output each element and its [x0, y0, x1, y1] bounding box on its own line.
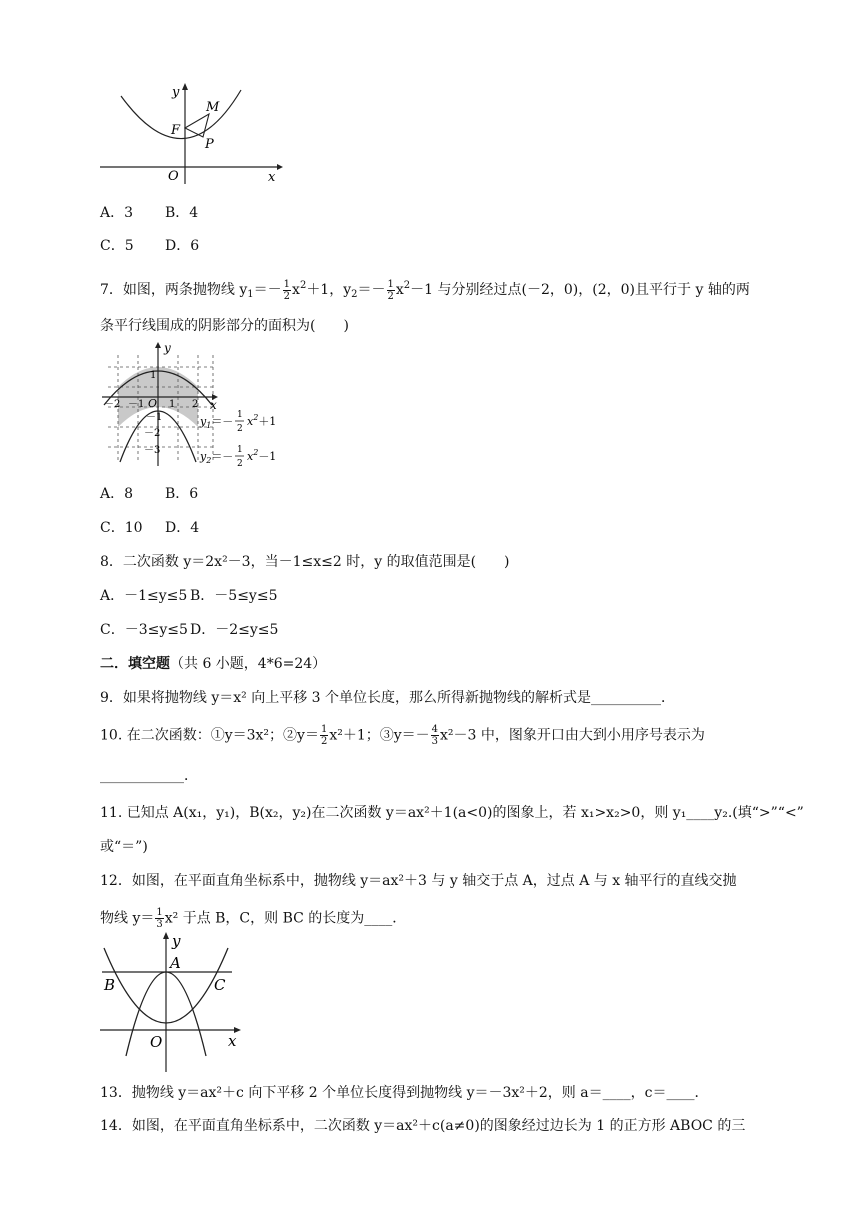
label-m: M: [206, 100, 220, 115]
section-2-title: 二．填空题: [100, 656, 170, 672]
tick-y-m2: －2: [144, 428, 161, 439]
tick-y-m1: －1: [146, 412, 163, 423]
label-x: x: [268, 170, 276, 185]
q10-stem-line2: ____________．: [100, 768, 198, 784]
tick-x-2: 2: [192, 399, 199, 410]
q7-text-5: ＝－: [357, 282, 386, 298]
q6-option-a: A．3: [100, 205, 134, 221]
label-x: x: [210, 398, 217, 412]
q12-frac: $\frac{1}{3}$: [156, 907, 163, 930]
tick-y-1: 1: [150, 370, 157, 381]
q10-stem-line1: 10. 在二次函数：①y＝3x²；②y＝ $\frac{1}{2}$ x²＋1；③y＝－ $\frac{4}{3}$ x²－3 中，图象开口由大到小用序号表示为: [100, 724, 705, 747]
svg-text:1: 1: [237, 445, 243, 455]
label-o: O: [150, 1033, 163, 1051]
svg-text:1: 1: [237, 410, 243, 420]
q7-text-6: x: [395, 282, 404, 298]
label-c: C: [214, 976, 226, 994]
section-2-heading: [100, 654, 326, 674]
q8-stem: 8．二次函数 y＝2x²－3，当－1≤x≤2 时，y 的取值范围是( ): [100, 554, 510, 570]
label-y: y: [172, 932, 181, 950]
q7-option-d: D．4: [165, 520, 200, 536]
q8-option-c: C．－3≤y≤5: [100, 622, 188, 638]
q11-stem-line2: 或“＝”): [100, 839, 148, 855]
label-a: A: [170, 954, 181, 972]
svg-text:x2＋1: $x^2+1$: [247, 413, 277, 428]
q6-option-c: C．5: [100, 238, 134, 254]
x-axis-arrow: [277, 164, 283, 170]
q6-option-d: D．6: [165, 238, 200, 254]
q7-text-3: x: [292, 282, 300, 298]
svg-text:2: 2: [237, 459, 243, 468]
q7-option-a: A．8: [100, 486, 134, 502]
q7-frac-1: $\frac{1}{2}$: [283, 278, 291, 302]
svg-text:y2＝－: $y_2=-$: [200, 450, 234, 465]
tick-x-1: 1: [169, 399, 176, 410]
q8-option-d: D．－2≤y≤5: [190, 622, 279, 638]
q10-frac-1: $\frac{1}{2}$: [320, 724, 328, 747]
label-o: O: [168, 169, 179, 184]
q7-text-1: 7．如图，两条抛物线 y: [100, 282, 248, 298]
q7-text-4: ＋1，y: [306, 282, 352, 298]
svg-text:y1＝－: $y_1=-$: [200, 415, 234, 430]
svg-text:2: 2: [237, 424, 243, 434]
q7-text-7: －1 与分别经过点(－2，0)，(2，0)且平行于 y 轴的两: [410, 282, 750, 298]
q7-option-c: C．10: [100, 520, 143, 536]
label-y2-equation: [199, 445, 276, 468]
q11-stem-line1: 11. 已知点 A(x₁，y₁)，B(x₂，y₂)在二次函数 y＝ax²＋1(a<0)的图象上，若 x₁>x₂>0，则 y₁____y₂.(填“>”“<”: [100, 805, 804, 821]
q9-stem: 9．如果将抛物线 y＝x² 向上平移 3 个单位长度，那么所得新抛物线的解析式是__________．: [100, 690, 676, 706]
label-y1-equation: [199, 410, 276, 434]
q13-stem: 13．抛物线 y＝ax²＋c 向下平移 2 个单位长度得到抛物线 y＝－3x²＋2，则 a＝____，c＝____．: [100, 1085, 709, 1101]
figure-q6-parabola: [95, 80, 285, 185]
tick-y-m3: －3: [144, 445, 161, 456]
q14-stem: 14．如图，在平面直角坐标系中，二次函数 y＝ax²＋c(a≠0)的图象经过边长为 1 的正方形 ABOC 的三: [100, 1118, 746, 1134]
q8-option-b: B．－5≤y≤5: [190, 588, 278, 604]
label-x: x: [228, 1032, 237, 1050]
figure-q12-parabolas: [96, 930, 246, 1075]
q7-option-b: B．6: [165, 486, 199, 502]
figure-q7-shaded-parabolas: [98, 340, 283, 468]
label-y: y: [172, 85, 180, 100]
q12-stem-line1: 12．如图，在平面直角坐标系中，抛物线 y＝ax²＋3 与 y 轴交于点 A，过点 A 与 x 轴平行的直线交抛: [100, 873, 737, 889]
label-f: F: [171, 123, 181, 138]
q6-option-b: B．4: [165, 205, 199, 221]
q7-frac-2: $\frac{1}{2}$: [387, 278, 394, 302]
y-axis-arrow: [182, 83, 188, 90]
q10-frac-2: $\frac{4}{3}$: [431, 724, 439, 747]
label-origin: O: [148, 397, 158, 410]
parabola-curve: [121, 90, 241, 139]
q7-sub-1: 1: [247, 289, 254, 300]
svg-text:x2－1: $x^2-1$: [247, 448, 277, 463]
label-b: B: [104, 976, 116, 994]
y-axis-arrow: [155, 342, 161, 348]
q7-text-2: ＝－: [253, 282, 282, 298]
section-2-note: （共 6 小题，4*6=24）: [170, 656, 327, 672]
tick-x-m1: －1: [128, 399, 145, 410]
tick-x-m2: －2: [104, 399, 121, 410]
label-p: P: [205, 137, 214, 152]
q7-stem-line1: 7．如图，两条抛物线 $y_1=-$ $\frac{1}{2}$ $x^2+1$，$y_2=-$ $\frac{1}{2}$ $x^2-1$ 与分别经过点(－2，0)，(2，0)且平行于 y 轴的两: [100, 278, 750, 302]
q12-stem-line2: 物线 y＝ $\frac{1}{3}$ x² 于点 B，C，则 BC 的长度为____．: [100, 907, 407, 930]
q7-sub-2: 2: [351, 289, 358, 300]
q8-option-a: A．－1≤y≤5: [100, 588, 188, 604]
y-axis-arrow: [163, 932, 169, 939]
triangle-fmp: [185, 114, 209, 137]
label-y: y: [164, 341, 171, 355]
q7-stem-line2: 条平行线围成的阴影部分的面积为( ): [100, 318, 349, 334]
